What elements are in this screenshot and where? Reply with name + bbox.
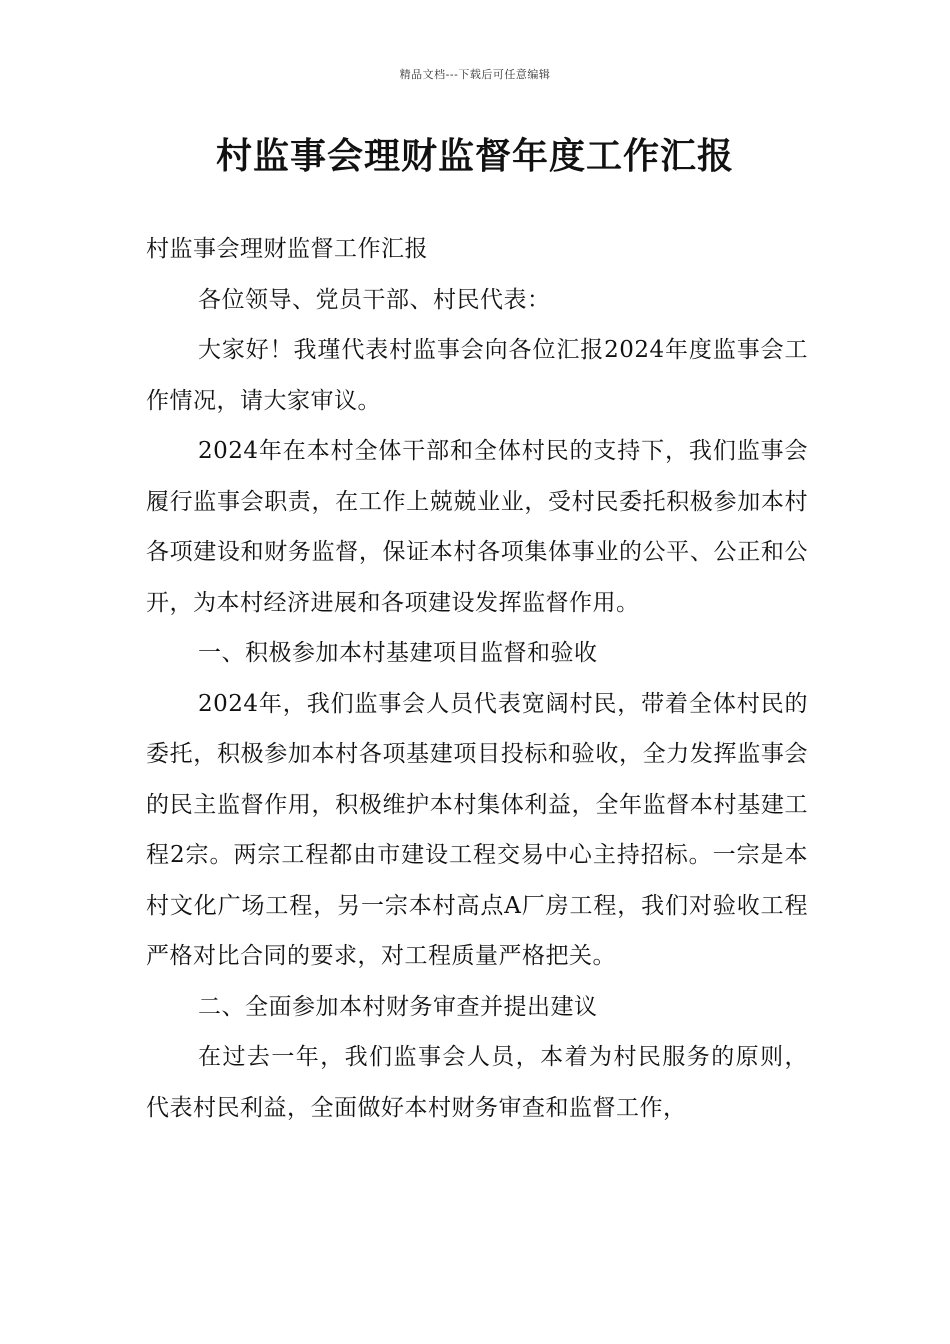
subtitle-paragraph: 村监事会理财监督工作汇报 [146, 236, 428, 262]
greeting-paragraph: 大家好！我瑾代表村监事会向各位汇报2024年度监事会工作情况，请大家审议。 [146, 337, 808, 414]
salutation-paragraph: 各位领导、党员干部、村民代表： [198, 286, 551, 313]
document-title: 村监事会理财监督年度工作汇报 [215, 136, 734, 177]
section-heading-2: 二、全面参加本村财务审查并提出建议 [198, 993, 598, 1020]
section-2-paragraph: 在过去一年，我们监事会人员，本着为村民服务的原则，代表村民利益，全面做好本村财务审查和监督工作， [146, 1044, 808, 1121]
document-body [146, 224, 808, 1133]
section-heading-1: 一、积极参加本村基建项目监督和验收 [198, 640, 598, 666]
intro-paragraph: 2024年在本村全体干部和全体村民的支持下，我们监事会履行监事会职责，在工作上兢兢业业，受村民委托积极参加本村各项建设和财务监督，保证本村各项集体事业的公平、公正和公开，为本村经济进展和各项建设发挥监督作用。 [146, 438, 808, 616]
section-1-paragraph: 2024年，我们监事会人员代表宽阔村民，带着全体村民的委托，积极参加本村各项基建项目投标和验收，全力发挥监事会的民主监督作用，积极维护本村集体利益，全年监督本村基建工程2宗。两宗工程都由市建设工程交易中心主持招标。一宗是本村文化广场工程，另一宗本村高点A厂房工程，我们对验收工程严格对比合同的要求，对工程质量严格把关。 [146, 690, 808, 969]
header-note: 精品文档---下载后可任意编辑 [399, 68, 551, 81]
